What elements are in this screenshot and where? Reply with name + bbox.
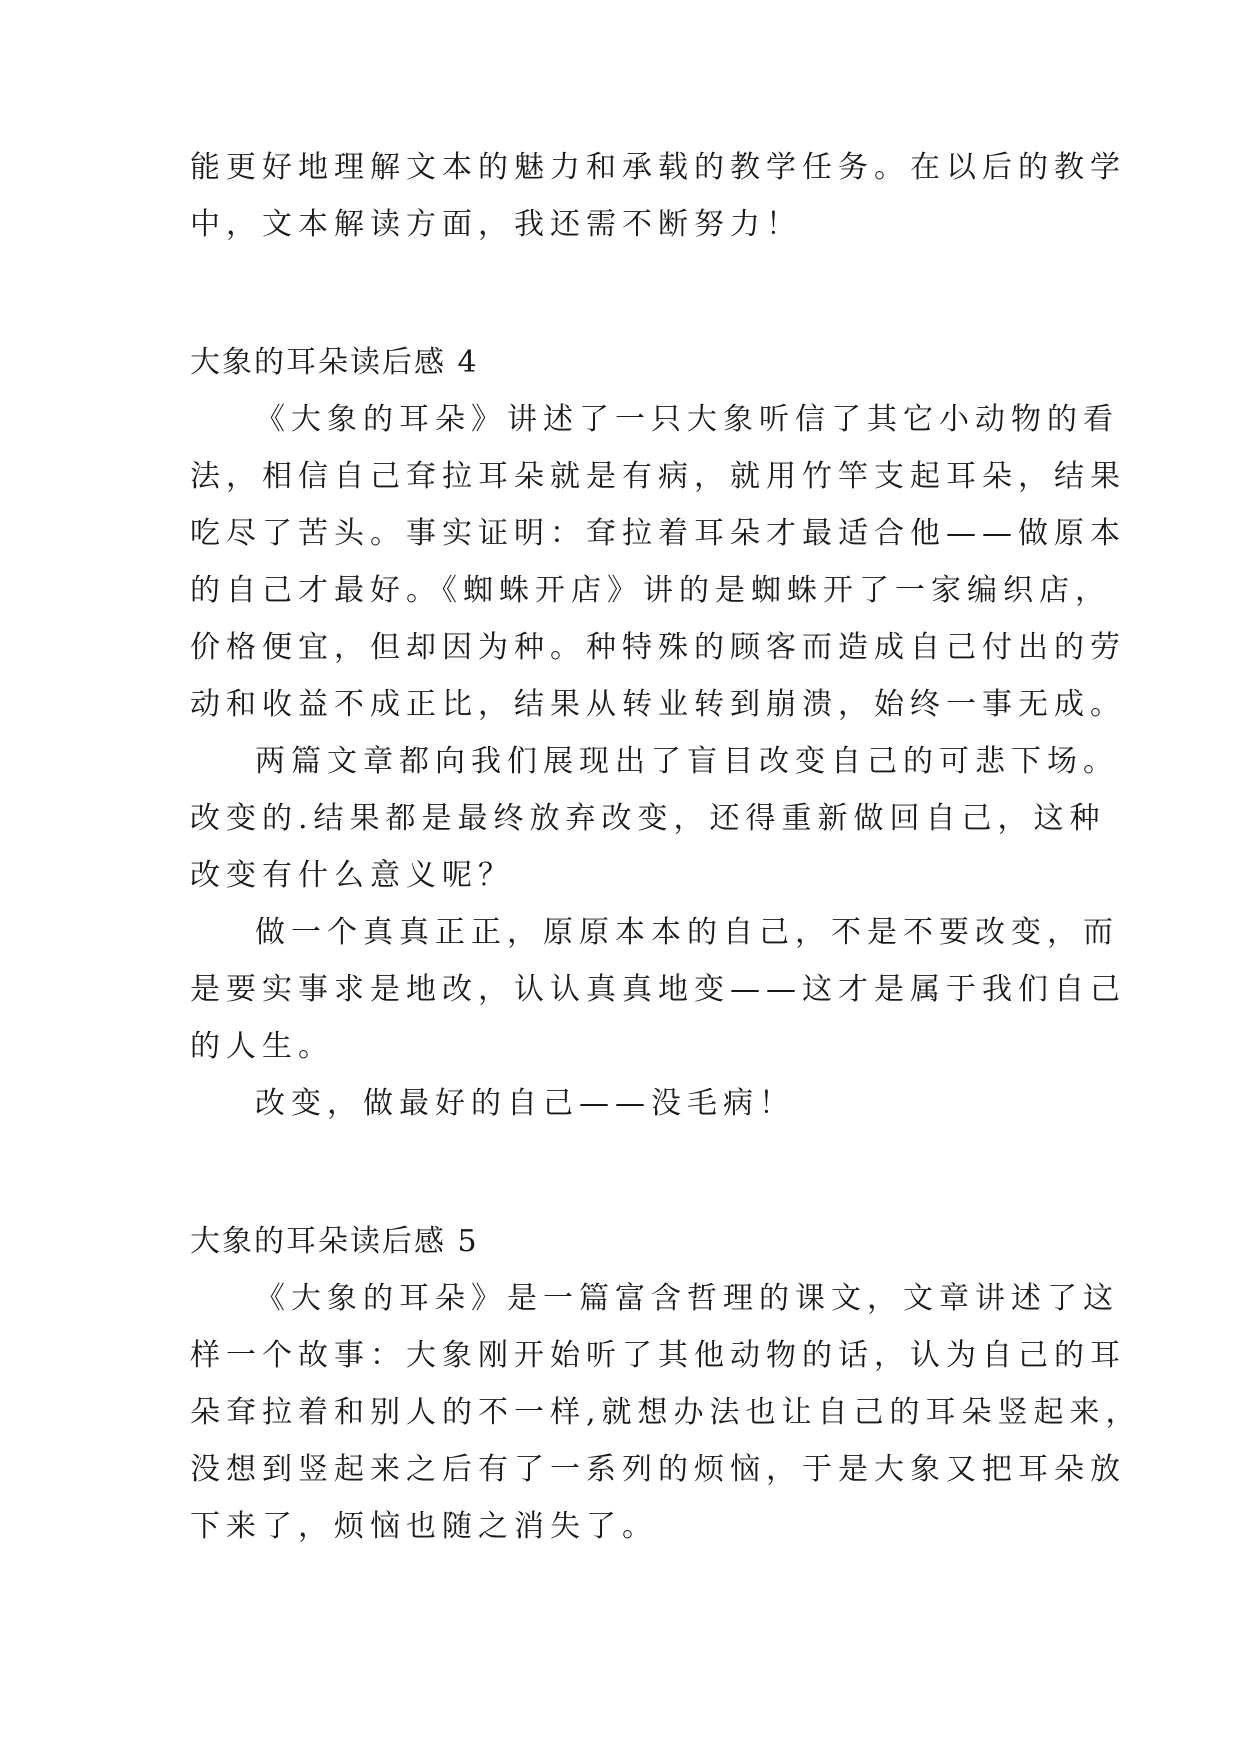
paragraph-line: 改变的.结果都是最终放弃改变，还得重新做回自己，这种: [190, 801, 1106, 836]
paragraph-line: 价格便宜，但却因为种。种特殊的顾客而造成自己付出的劳: [190, 630, 1126, 665]
paragraph-line: 是要实事求是地改，认认真真地变——这才是属于我们自己: [190, 972, 1126, 1007]
paragraph-line: 《大象的耳朵》讲述了一只大象听信了其它小动物的看: [255, 402, 1119, 437]
paragraph-line: 两篇文章都向我们展现出了盲目改变自己的可悲下场。: [255, 744, 1119, 779]
paragraph-line: 的自己才最好。《蜘蛛开店》讲的是蜘蛛开了一家编织店，: [190, 573, 1111, 608]
paragraph-line: 朵耷拉着和别人的不一样,就想办法也让自己的耳朵竖起来，: [190, 1395, 1142, 1430]
section-heading: 大象的耳朵读后感 4: [190, 345, 479, 380]
paragraph-line: 改变有什么意义呢？: [190, 858, 514, 893]
paragraph-line: 中，文本解读方面，我还需不断努力！: [190, 207, 802, 242]
paragraph-line: 《大象的耳朵》是一篇富含哲理的课文，文章讲述了这: [255, 1281, 1119, 1316]
paragraph-line: 改变，做最好的自己——没毛病！: [255, 1086, 795, 1121]
paragraph-line: 的人生。: [190, 1029, 334, 1064]
paragraph-line: 没想到竖起来之后有了一系列的烦恼，于是大象又把耳朵放: [190, 1452, 1126, 1487]
paragraph-line: 能更好地理解文本的魅力和承载的教学任务。在以后的教学: [190, 150, 1126, 185]
paragraph-line: 下来了，烦恼也随之消失了。: [190, 1509, 658, 1544]
section-heading: 大象的耳朵读后感 5: [190, 1224, 479, 1259]
paragraph-line: 法，相信自己耷拉耳朵就是有病，就用竹竿支起耳朵，结果: [190, 459, 1126, 494]
paragraph-line: 做一个真真正正，原原本本的自己，不是不要改变，而: [255, 915, 1119, 950]
paragraph-line: 动和收益不成正比，结果从转业转到崩溃，始终一事无成。: [190, 687, 1126, 722]
paragraph-line: 吃尽了苦头。事实证明：耷拉着耳朵才最适合他——做原本: [190, 516, 1126, 551]
paragraph-line: 样一个故事：大象刚开始听了其他动物的话，认为自己的耳: [190, 1338, 1126, 1373]
